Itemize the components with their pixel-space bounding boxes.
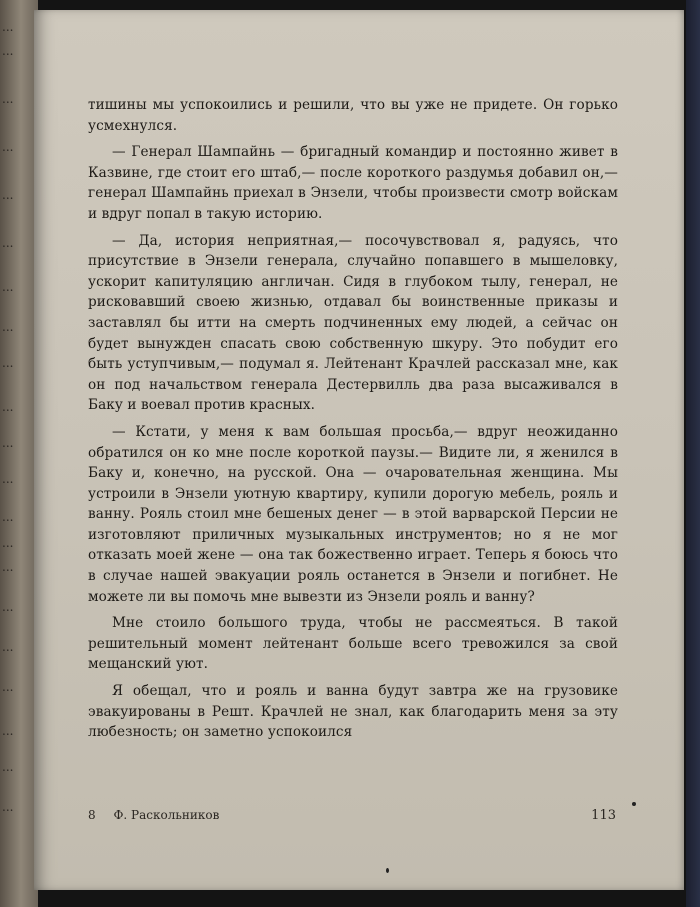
paragraph: — Да, история неприятная,— посочувствовал я, радуясь, что присутствие в Энзели генерала, случайно попавшего в мышеловку, ускорит капитуляцию англичан. Сидя в глубоком тылу, генерал, не рисковавший своею жизнью, отдавал бы воинственные приказы и заставлял бы итти на смерть подчиненных ему людей, а сейчас он будет вынужден спасать свою собственную шкуру. Это побудит его быть уступчивым,— подумал я. Лейтенант Крачлей рассказал мне, как он под начальством генерала Дестервилль два раза высаживался в Баку и воевал против красных. xyxy=(88,232,618,414)
adjacent-page-text: ... xyxy=(2,724,14,738)
adjacent-page-text: ... xyxy=(2,140,14,154)
adjacent-page-text: ... xyxy=(2,356,14,370)
adjacent-page-text: ... xyxy=(2,320,14,334)
adjacent-page-text: ... xyxy=(2,436,14,450)
page-body xyxy=(88,95,618,749)
paragraph: Мне стоило большого труда, чтобы не рассмеяться. В такой решительный момент лейтенант больше всего тревожился за свой мещанский уют. xyxy=(88,615,618,673)
adjacent-page-text: ... xyxy=(2,20,14,34)
book-page xyxy=(34,10,684,890)
paragraph: тишины мы успокоились и решили, что вы уже не придете. Он горько усмехнулся. xyxy=(88,97,618,134)
adjacent-page-text: ... xyxy=(2,600,14,614)
paragraph: — Генерал Шампайнь — бригадный командир и постоянно живет в Казвине, где стоит его штаб,— после короткого раздумья добавил он,— генерал Шампайнь приехал в Энзели, чтобы произвести смотр войскам и вдруг попал в такую историю. xyxy=(88,144,618,222)
footer-left xyxy=(88,808,219,822)
adjacent-page-text: ... xyxy=(2,536,14,550)
adjacent-page-text: ... xyxy=(2,472,14,486)
adjacent-page-text: ... xyxy=(2,760,14,774)
adjacent-page-text: ... xyxy=(2,44,14,58)
paragraph: Я обещал, что и рояль и ванна будут завтра же на грузовике эвакуированы в Решт. Крачлей не знал, как благодарить меня за эту любезность; он заметно успокоился xyxy=(88,683,618,741)
adjacent-page-text: ... xyxy=(2,188,14,202)
adjacent-page-text: ... xyxy=(2,236,14,250)
signature-number: 8 xyxy=(88,808,96,822)
adjacent-page-text: ... xyxy=(2,680,14,694)
adjacent-page-edge xyxy=(0,0,38,907)
adjacent-page-text: ... xyxy=(2,510,14,524)
adjacent-page-text: ... xyxy=(2,640,14,654)
adjacent-page-text: ... xyxy=(2,280,14,294)
author-name: Ф. Раскольников xyxy=(113,808,220,822)
ink-speck xyxy=(386,868,389,873)
book-cover-edge xyxy=(686,0,700,907)
paragraph: — Кстати, у меня к вам большая просьба,— вдруг неожиданно обратился он ко мне после короткой паузы.— Видите ли, я женился в Баку и, конечно, на русской. Она — очаровательная женщина. Мы устроили в Энзели уютную квартиру, купили дорогую мебель, рояль и ванну. Рояль стоил мне бешеных денег — в этой варварской Персии не изготовляют приличных музыкальных инструментов; но я не мог отказать моей жене — она так божественно играет. Теперь я боюсь что в случае нашей эвакуации рояль останется в Энзели и погибнет. Не можете ли вы помочь мне вывезти из Энзели рояль и ванну? xyxy=(88,423,618,605)
ink-speck xyxy=(632,802,636,806)
adjacent-page-text: ... xyxy=(2,560,14,574)
adjacent-page-text: ... xyxy=(2,92,14,106)
page-footer xyxy=(88,808,618,828)
adjacent-page-text: ... xyxy=(2,400,14,414)
page-number: 113 xyxy=(591,808,616,823)
adjacent-page-text: ... xyxy=(2,800,14,814)
